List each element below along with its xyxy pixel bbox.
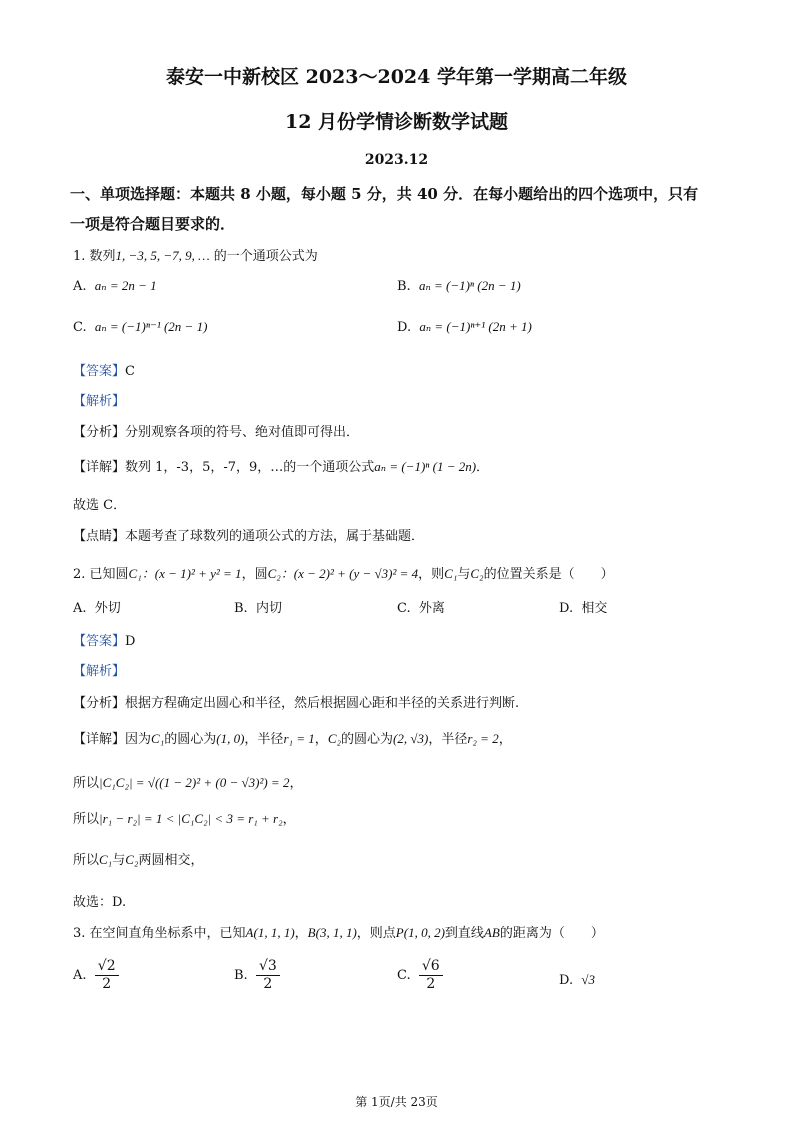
- question-2-option-a[interactable]: [73, 597, 121, 616]
- stem-text: ，圆: [241, 567, 268, 582]
- fenxi-tag: 【分析】: [73, 696, 126, 711]
- question-1-option-b[interactable]: [397, 278, 521, 294]
- question-1-option-c[interactable]: [73, 319, 207, 335]
- question-2-distance-line: [73, 772, 302, 791]
- stem-text: ，: [294, 926, 308, 941]
- option-label: C.: [73, 320, 87, 335]
- answer-tag: 【答案】: [73, 364, 126, 379]
- question-1-choose: 故选 C．: [73, 498, 127, 513]
- detail-text: 因为: [125, 732, 152, 747]
- stem-text: 的距离为（ ）: [499, 926, 604, 941]
- question-2-choose: 故选：D.: [73, 895, 127, 910]
- center-distance-formula: |C₁C₂| = √((1 − 2)² + (0 − √3)²) = 2: [99, 775, 290, 790]
- question-1-detail: [73, 456, 489, 475]
- point-b: B(3, 1, 1): [307, 925, 357, 940]
- option-text: 外切: [94, 601, 121, 616]
- option-label: D.: [559, 601, 574, 616]
- exam-date: 2023.12: [364, 152, 429, 168]
- detail-text: 与: [112, 853, 126, 868]
- math-c1: C₁: [444, 566, 458, 581]
- question-3-stem: [73, 922, 604, 941]
- fraction-denominator: 2: [263, 975, 273, 992]
- fenxi-tag: 【分析】: [73, 425, 126, 440]
- question-2-option-d[interactable]: [559, 597, 607, 616]
- option-formula: aₙ = 2n − 1: [94, 278, 157, 293]
- detail-text: ，半径: [244, 732, 284, 747]
- section-heading-line-2: 一项是符合题目要求的．: [70, 215, 236, 233]
- question-2-analysis-tag: 【解析】: [73, 664, 126, 679]
- point-a: A(1, 1, 1): [245, 925, 295, 940]
- question-2-fenxi: [73, 692, 519, 711]
- question-2-option-c[interactable]: [397, 597, 445, 616]
- radius-r2: r₂ = 2: [467, 731, 499, 746]
- detail-tag: 【详解】: [73, 460, 126, 475]
- detail-text: 所以: [73, 812, 100, 827]
- comment-tag: 【点睛】: [73, 529, 126, 544]
- question-3-option-c[interactable]: [397, 958, 443, 993]
- question-1-option-a[interactable]: [73, 278, 157, 294]
- question-1-stem: [73, 245, 318, 264]
- detail-text: 的圆心为: [164, 732, 217, 747]
- question-2-stem: [73, 563, 614, 582]
- line-ab: AB: [483, 925, 500, 940]
- detail-formula: aₙ = (−1)ⁿ (1 − 2n): [374, 459, 477, 474]
- option-label: B.: [234, 967, 248, 983]
- option-label: D.: [397, 320, 412, 335]
- fenxi-text: 根据方程确定出圆心和半径，然后根据圆心距和半径的关系进行判断.: [125, 696, 520, 711]
- question-1-stem-suffix: 的一个通项公式为: [213, 249, 318, 264]
- option-value: √3: [581, 972, 595, 987]
- circle-c2-equation: C₂：(x − 2)² + (y − √3)² = 4: [267, 566, 419, 581]
- fraction-numerator: √3: [256, 958, 280, 976]
- stem-text: 与: [457, 567, 471, 582]
- detail-tag: 【详解】: [73, 732, 126, 747]
- detail-text: ，: [289, 776, 303, 791]
- detail-text: 两圆相交，: [138, 853, 204, 868]
- fraction-numerator: √6: [419, 958, 443, 976]
- detail-text: 所以: [73, 776, 100, 791]
- question-2-inequality-line: [73, 808, 296, 827]
- stem-text: ，则点: [356, 926, 396, 941]
- option-fraction: [256, 958, 280, 993]
- question-1-answer: [73, 360, 135, 379]
- stem-text: 3. 在空间直角坐标系中，已知: [73, 926, 246, 941]
- option-label: A.: [73, 279, 87, 294]
- center-c2: (2, √3): [393, 731, 429, 746]
- option-fraction: [419, 958, 443, 993]
- question-1-fenxi: [73, 421, 359, 440]
- question-2-option-b[interactable]: [234, 597, 282, 616]
- comment-text: 本题考查了球数列的通项公式的方法，属于基础题．: [125, 529, 425, 544]
- fraction-denominator: 2: [102, 975, 112, 992]
- question-3-option-b[interactable]: [234, 958, 280, 993]
- option-label: A.: [73, 601, 87, 616]
- detail-text: ，: [314, 732, 328, 747]
- option-formula: aₙ = (−1)ⁿ⁺¹ (2n + 1): [419, 319, 532, 334]
- math-c2: C₂: [470, 566, 484, 581]
- detail-text: 数列 1，-3，5，-7，9，…的一个通项公式: [125, 460, 375, 475]
- detail-text: 所以: [73, 853, 100, 868]
- option-formula: aₙ = (−1)ⁿ (2n − 1): [418, 278, 521, 293]
- question-1-analysis-tag: 【解析】: [73, 394, 126, 409]
- detail-text: 的圆心为: [341, 732, 394, 747]
- point-p: P(1, 0, 2): [395, 925, 445, 940]
- circle-c1-equation: C₁：(x − 1)² + y² = 1: [128, 566, 242, 581]
- fraction-denominator: 2: [426, 975, 436, 992]
- radius-r1: r₁ = 1: [283, 731, 315, 746]
- fenxi-text: 分别观察各项的符号、绝对值即可得出．: [125, 425, 360, 440]
- radius-inequality: |r₁ − r₂| = 1 < |C₁C₂| < 3 = r₁ + r₂: [99, 811, 283, 826]
- option-label: A.: [73, 967, 87, 983]
- question-1-sequence: 1, −3, 5, −7, 9, …: [115, 248, 210, 263]
- question-3-option-a[interactable]: [73, 958, 119, 993]
- option-label: C.: [397, 967, 411, 983]
- stem-text: ，则: [418, 567, 445, 582]
- option-text: 外离: [418, 601, 445, 616]
- page-title-line-2: 12 月份学情诊断数学试题: [284, 111, 509, 133]
- question-3-option-d[interactable]: [559, 972, 595, 988]
- question-1-stem-prefix: 1. 数列: [73, 249, 116, 264]
- math-c2: C₂: [125, 852, 139, 867]
- answer-value: D: [125, 634, 136, 649]
- option-label: B.: [234, 601, 248, 616]
- option-text: 相交: [581, 601, 608, 616]
- option-text: 内切: [255, 601, 282, 616]
- center-c1: (1, 0): [216, 731, 245, 746]
- question-2-detail: [73, 728, 512, 747]
- section-heading-line-1: 一、单项选择题：本题共 8 小题，每小题 5 分，共 40 分．在每小题给出的四个选项中，只有: [70, 185, 699, 203]
- question-1-comment: [73, 525, 424, 544]
- page-title-line-1: 泰安一中新校区 2023～2024 学年第一学期高二年级: [166, 66, 627, 88]
- question-2-answer: [73, 630, 135, 649]
- option-fraction: [95, 958, 119, 993]
- stem-text: 到直线: [444, 926, 484, 941]
- math-c1: C₁: [99, 852, 113, 867]
- detail-suffix: ．: [476, 460, 490, 475]
- answer-tag: 【答案】: [73, 634, 126, 649]
- answer-value: C: [125, 364, 135, 379]
- math-c2: C₂: [327, 731, 342, 746]
- detail-text: ，: [282, 812, 296, 827]
- option-label: D.: [559, 973, 574, 988]
- question-1-option-d[interactable]: [397, 319, 532, 335]
- option-label: C.: [397, 601, 411, 616]
- math-c1: C₁: [151, 731, 165, 746]
- option-formula: aₙ = (−1)ⁿ⁻¹ (2n − 1): [94, 319, 208, 334]
- detail-text: ，半径: [428, 732, 468, 747]
- fraction-numerator: √2: [95, 958, 119, 976]
- stem-text: 2. 已知圆: [73, 567, 129, 582]
- option-label: B.: [397, 279, 411, 294]
- question-2-conclusion: [73, 849, 203, 868]
- detail-text: ，: [498, 732, 512, 747]
- stem-text: 的位置关系是（ ）: [483, 567, 614, 582]
- page-number: 第 1页/共 23页: [355, 1095, 438, 1109]
